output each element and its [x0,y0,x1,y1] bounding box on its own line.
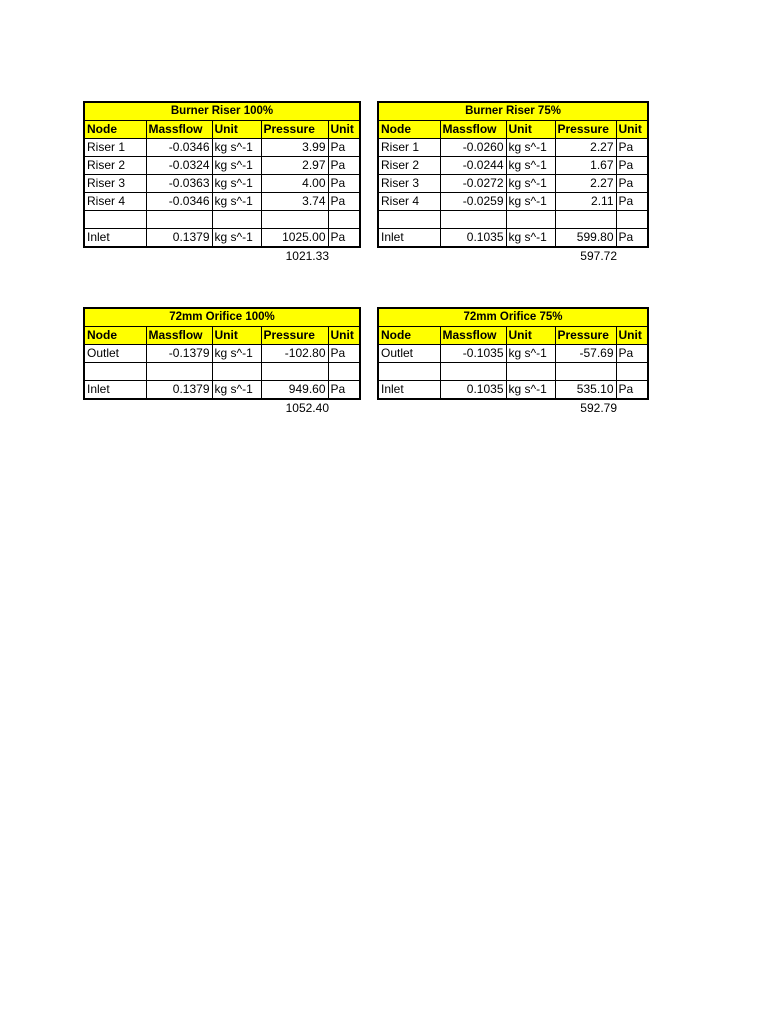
massflow-cell: -0.0244 [440,157,506,175]
unit-cell: kg s^-1 [506,229,555,248]
unit-cell [616,211,648,229]
pressure-total: 597.72 [580,249,617,263]
header-unit: Unit [212,121,261,139]
burner-riser-75-table [377,101,649,265]
pressure-cell [261,211,328,229]
unit-cell: kg s^-1 [506,157,555,175]
header-unit: Unit [328,327,360,345]
pressure-cell: 1.67 [555,157,616,175]
unit-cell: kg s^-1 [212,193,261,211]
header-pressure: Pressure [555,327,616,345]
table-row [378,381,648,400]
pressure-total: 1052.40 [285,401,329,415]
table-row [378,139,648,157]
unit-cell [328,363,360,381]
unit-cell [212,211,261,229]
massflow-cell: -0.0260 [440,139,506,157]
node-cell: Riser 1 [378,139,440,157]
massflow-cell: -0.0324 [146,157,212,175]
header-unit: Unit [328,121,360,139]
table-row [378,157,648,175]
pressure-cell [261,363,328,381]
table-row [378,363,648,381]
massflow-cell: 0.1035 [440,381,506,400]
table-row [84,139,360,157]
massflow-cell: -0.1035 [440,345,506,363]
table-title: Burner Riser 75% [378,102,648,121]
massflow-cell: -0.0346 [146,193,212,211]
table-row [378,175,648,193]
massflow-cell: -0.0346 [146,139,212,157]
header-massflow: Massflow [146,327,212,345]
header-unit: Unit [506,327,555,345]
pressure-cell: -102.80 [261,345,328,363]
header-pressure: Pressure [261,327,328,345]
pressure-cell: 3.74 [261,193,328,211]
pressure-cell: 599.80 [555,229,616,248]
node-cell: Riser 2 [378,157,440,175]
table-row [84,175,360,193]
pressure-cell: 535.10 [555,381,616,400]
node-cell [84,211,146,229]
node-cell: Riser 2 [84,157,146,175]
massflow-cell: -0.0363 [146,175,212,193]
table-row [378,229,648,248]
unit-cell [328,211,360,229]
unit-cell: kg s^-1 [212,229,261,248]
unit-cell: Pa [328,345,360,363]
header-unit: Unit [506,121,555,139]
unit-cell: kg s^-1 [506,139,555,157]
node-cell: Inlet [84,381,146,400]
node-cell: Riser 1 [84,139,146,157]
table-title: 72mm Orifice 75% [378,308,648,327]
orifice-100-table [83,307,361,417]
pressure-cell [555,211,616,229]
header-unit: Unit [212,327,261,345]
unit-cell: Pa [616,229,648,248]
massflow-cell: 0.1035 [440,229,506,248]
unit-cell [506,363,555,381]
unit-cell: kg s^-1 [506,175,555,193]
unit-cell: Pa [328,229,360,248]
table-title: 72mm Orifice 100% [84,308,360,327]
table-row [84,193,360,211]
node-cell [378,363,440,381]
pressure-cell: 1025.00 [261,229,328,248]
unit-cell: Pa [616,345,648,363]
table-grid [83,307,361,400]
massflow-cell [146,211,212,229]
header-unit: Unit [616,121,648,139]
unit-cell: Pa [328,381,360,400]
table-row [84,211,360,229]
massflow-cell: -0.1379 [146,345,212,363]
unit-cell: Pa [616,139,648,157]
header-node: Node [378,327,440,345]
massflow-cell: -0.0259 [440,193,506,211]
massflow-cell: -0.0272 [440,175,506,193]
massflow-cell [440,211,506,229]
unit-cell: Pa [328,175,360,193]
table-row [378,211,648,229]
pressure-cell: 2.97 [261,157,328,175]
table-row [378,345,648,363]
table-grid [377,101,649,248]
massflow-cell [146,363,212,381]
unit-cell: Pa [328,157,360,175]
unit-cell [506,211,555,229]
pressure-cell: 2.27 [555,175,616,193]
burner-riser-100-table [83,101,361,265]
unit-cell: kg s^-1 [212,139,261,157]
pressure-cell: 4.00 [261,175,328,193]
unit-cell: kg s^-1 [212,157,261,175]
header-node: Node [378,121,440,139]
node-cell [378,211,440,229]
orifice-75-table [377,307,649,417]
pressure-cell: 3.99 [261,139,328,157]
header-unit: Unit [616,327,648,345]
pressure-total: 1021.33 [285,249,329,263]
unit-cell: Pa [328,193,360,211]
massflow-cell [440,363,506,381]
unit-cell: kg s^-1 [506,345,555,363]
pressure-cell: -57.69 [555,345,616,363]
node-cell: Inlet [378,381,440,400]
unit-cell: kg s^-1 [212,175,261,193]
node-cell: Inlet [378,229,440,248]
node-cell: Outlet [84,345,146,363]
table-row [84,363,360,381]
unit-cell: kg s^-1 [506,381,555,400]
header-node: Node [84,121,146,139]
unit-cell: Pa [616,381,648,400]
massflow-cell: 0.1379 [146,229,212,248]
node-cell [84,363,146,381]
pressure-cell [555,363,616,381]
pressure-cell: 2.11 [555,193,616,211]
unit-cell: kg s^-1 [212,381,261,400]
unit-cell: Pa [616,157,648,175]
header-pressure: Pressure [261,121,328,139]
table-grid [377,307,649,400]
unit-cell: Pa [616,193,648,211]
header-massflow: Massflow [440,121,506,139]
node-cell: Riser 4 [84,193,146,211]
node-cell: Riser 3 [84,175,146,193]
unit-cell: Pa [328,139,360,157]
node-cell: Riser 4 [378,193,440,211]
table-row [84,229,360,248]
unit-cell: kg s^-1 [212,345,261,363]
pressure-cell: 949.60 [261,381,328,400]
table-row [378,193,648,211]
table-title: Burner Riser 100% [84,102,360,121]
table-row [84,157,360,175]
node-cell: Riser 3 [378,175,440,193]
node-cell: Outlet [378,345,440,363]
unit-cell: kg s^-1 [506,193,555,211]
unit-cell [616,363,648,381]
massflow-cell: 0.1379 [146,381,212,400]
node-cell: Inlet [84,229,146,248]
table-row [84,381,360,400]
unit-cell [212,363,261,381]
table-grid [83,101,361,248]
header-massflow: Massflow [146,121,212,139]
header-node: Node [84,327,146,345]
unit-cell: Pa [616,175,648,193]
pressure-total: 592.79 [580,401,617,415]
header-massflow: Massflow [440,327,506,345]
header-pressure: Pressure [555,121,616,139]
pressure-cell: 2.27 [555,139,616,157]
table-row [84,345,360,363]
